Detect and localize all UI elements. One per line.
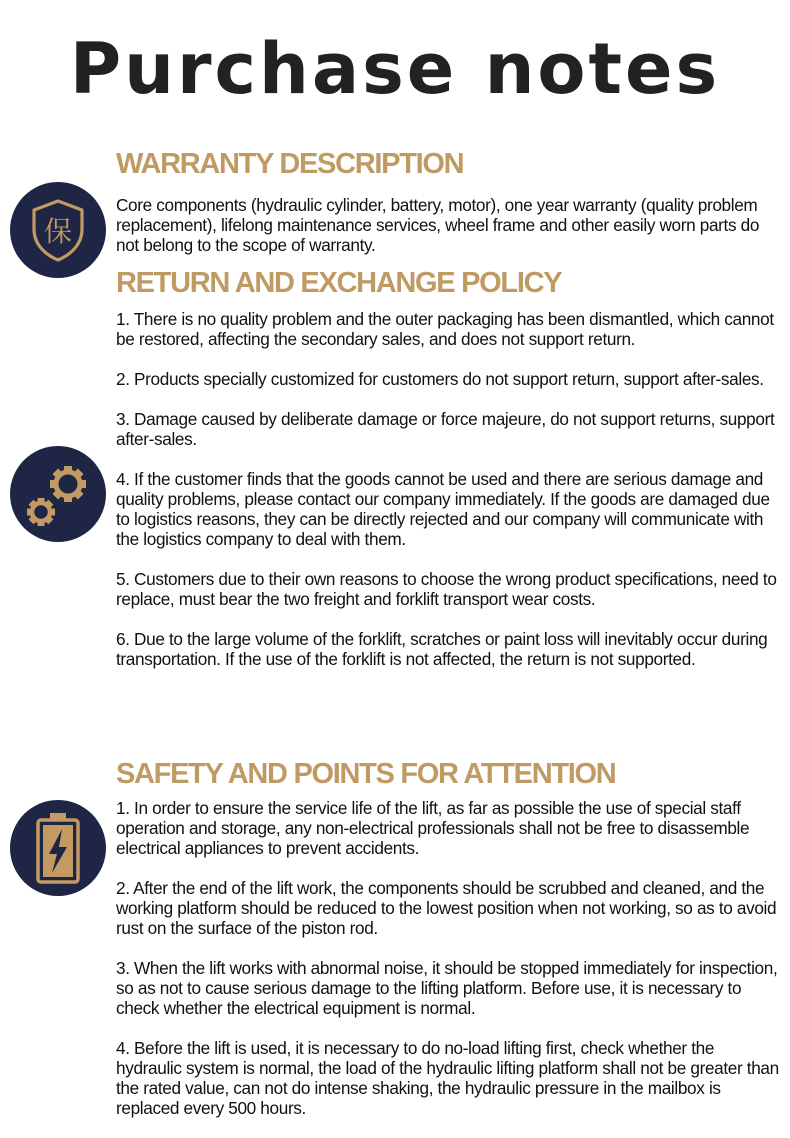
list-item: 5. Customers due to their own reasons to choose the wrong product specifications, need to replace, must bear the two freight and forklift transport wear costs. [116, 569, 777, 609]
list-item: 4. If the customer finds that the goods cannot be used and there are serious damage and quality problems, please contact our company immediately. If the goods are damaged due to logistics reasons, they can be directly rejected and our company will communicate with the logistics company to deal with them. [116, 469, 770, 549]
return-policy-badge [10, 446, 106, 542]
list-item: 4. Before the lift is used, it is necessary to do no-load lifting first, check whether the hydraulic system is normal, the load of the hydraulic lifting platform shall not be greater than the rated value, can not do intense shaking, the hydraulic pressure in the mailbox is replaced every 500 hours. [116, 1038, 779, 1118]
warranty-badge [10, 182, 106, 278]
list-item: 2. After the end of the lift work, the components should be scrubbed and cleaned, and the working platform should be reduced to the lowest position when not working, so as to avoid rust on the surface of the piston rod. [116, 878, 777, 938]
list-item: 6. Due to the large volume of the forklift, scratches or paint loss will inevitably occur during transportation. If the use of the forklift is not affected, the return is not supported. [116, 629, 768, 669]
gears-icon [18, 454, 98, 534]
warranty-heading: WARRANTY DESCRIPTION [116, 148, 464, 180]
warranty-paragraph: Core components (hydraulic cylinder, battery, motor), one year warranty (quality problem replacement), lifelong maintenance services, wheel frame and other easily worn parts do not belong to the scope of warranty. [116, 195, 760, 255]
list-item: 3. When the lift works with abnormal noise, it should be stopped immediately for inspection, so as not to cause serious damage to the lifting platform. Before use, it is necessary to check whether the electrical equipment is normal. [116, 958, 778, 1018]
safety-badge [10, 800, 106, 896]
page-title: Purchase notes [69, 28, 721, 110]
list-item: 1. There is no quality problem and the outer packaging has been dismantled, which cannot be restored, affecting the secondary sales, and does not support return. [116, 309, 774, 349]
list-item: 1. In order to ensure the service life of the lift, as far as possible the use of special staff operation and storage, any non-electrical professionals shall not be free to disassemble electrical appliances to prevent accidents. [116, 798, 750, 858]
warranty-text [116, 195, 784, 275]
list-item: 3. Damage caused by deliberate damage or force majeure, do not support returns, support after-sales. [116, 409, 775, 449]
list-item: 2. Products specially customized for customers do not support return, support after-sales. [116, 369, 764, 389]
safety-list [116, 798, 784, 1138]
return-policy-list [116, 309, 784, 689]
shield-glyph: 保 [43, 215, 73, 248]
safety-heading: SAFETY AND POINTS FOR ATTENTION [116, 758, 616, 790]
shield-icon [28, 197, 88, 263]
return-policy-heading: RETURN AND EXCHANGE POLICY [116, 267, 562, 299]
battery-icon [33, 811, 83, 885]
